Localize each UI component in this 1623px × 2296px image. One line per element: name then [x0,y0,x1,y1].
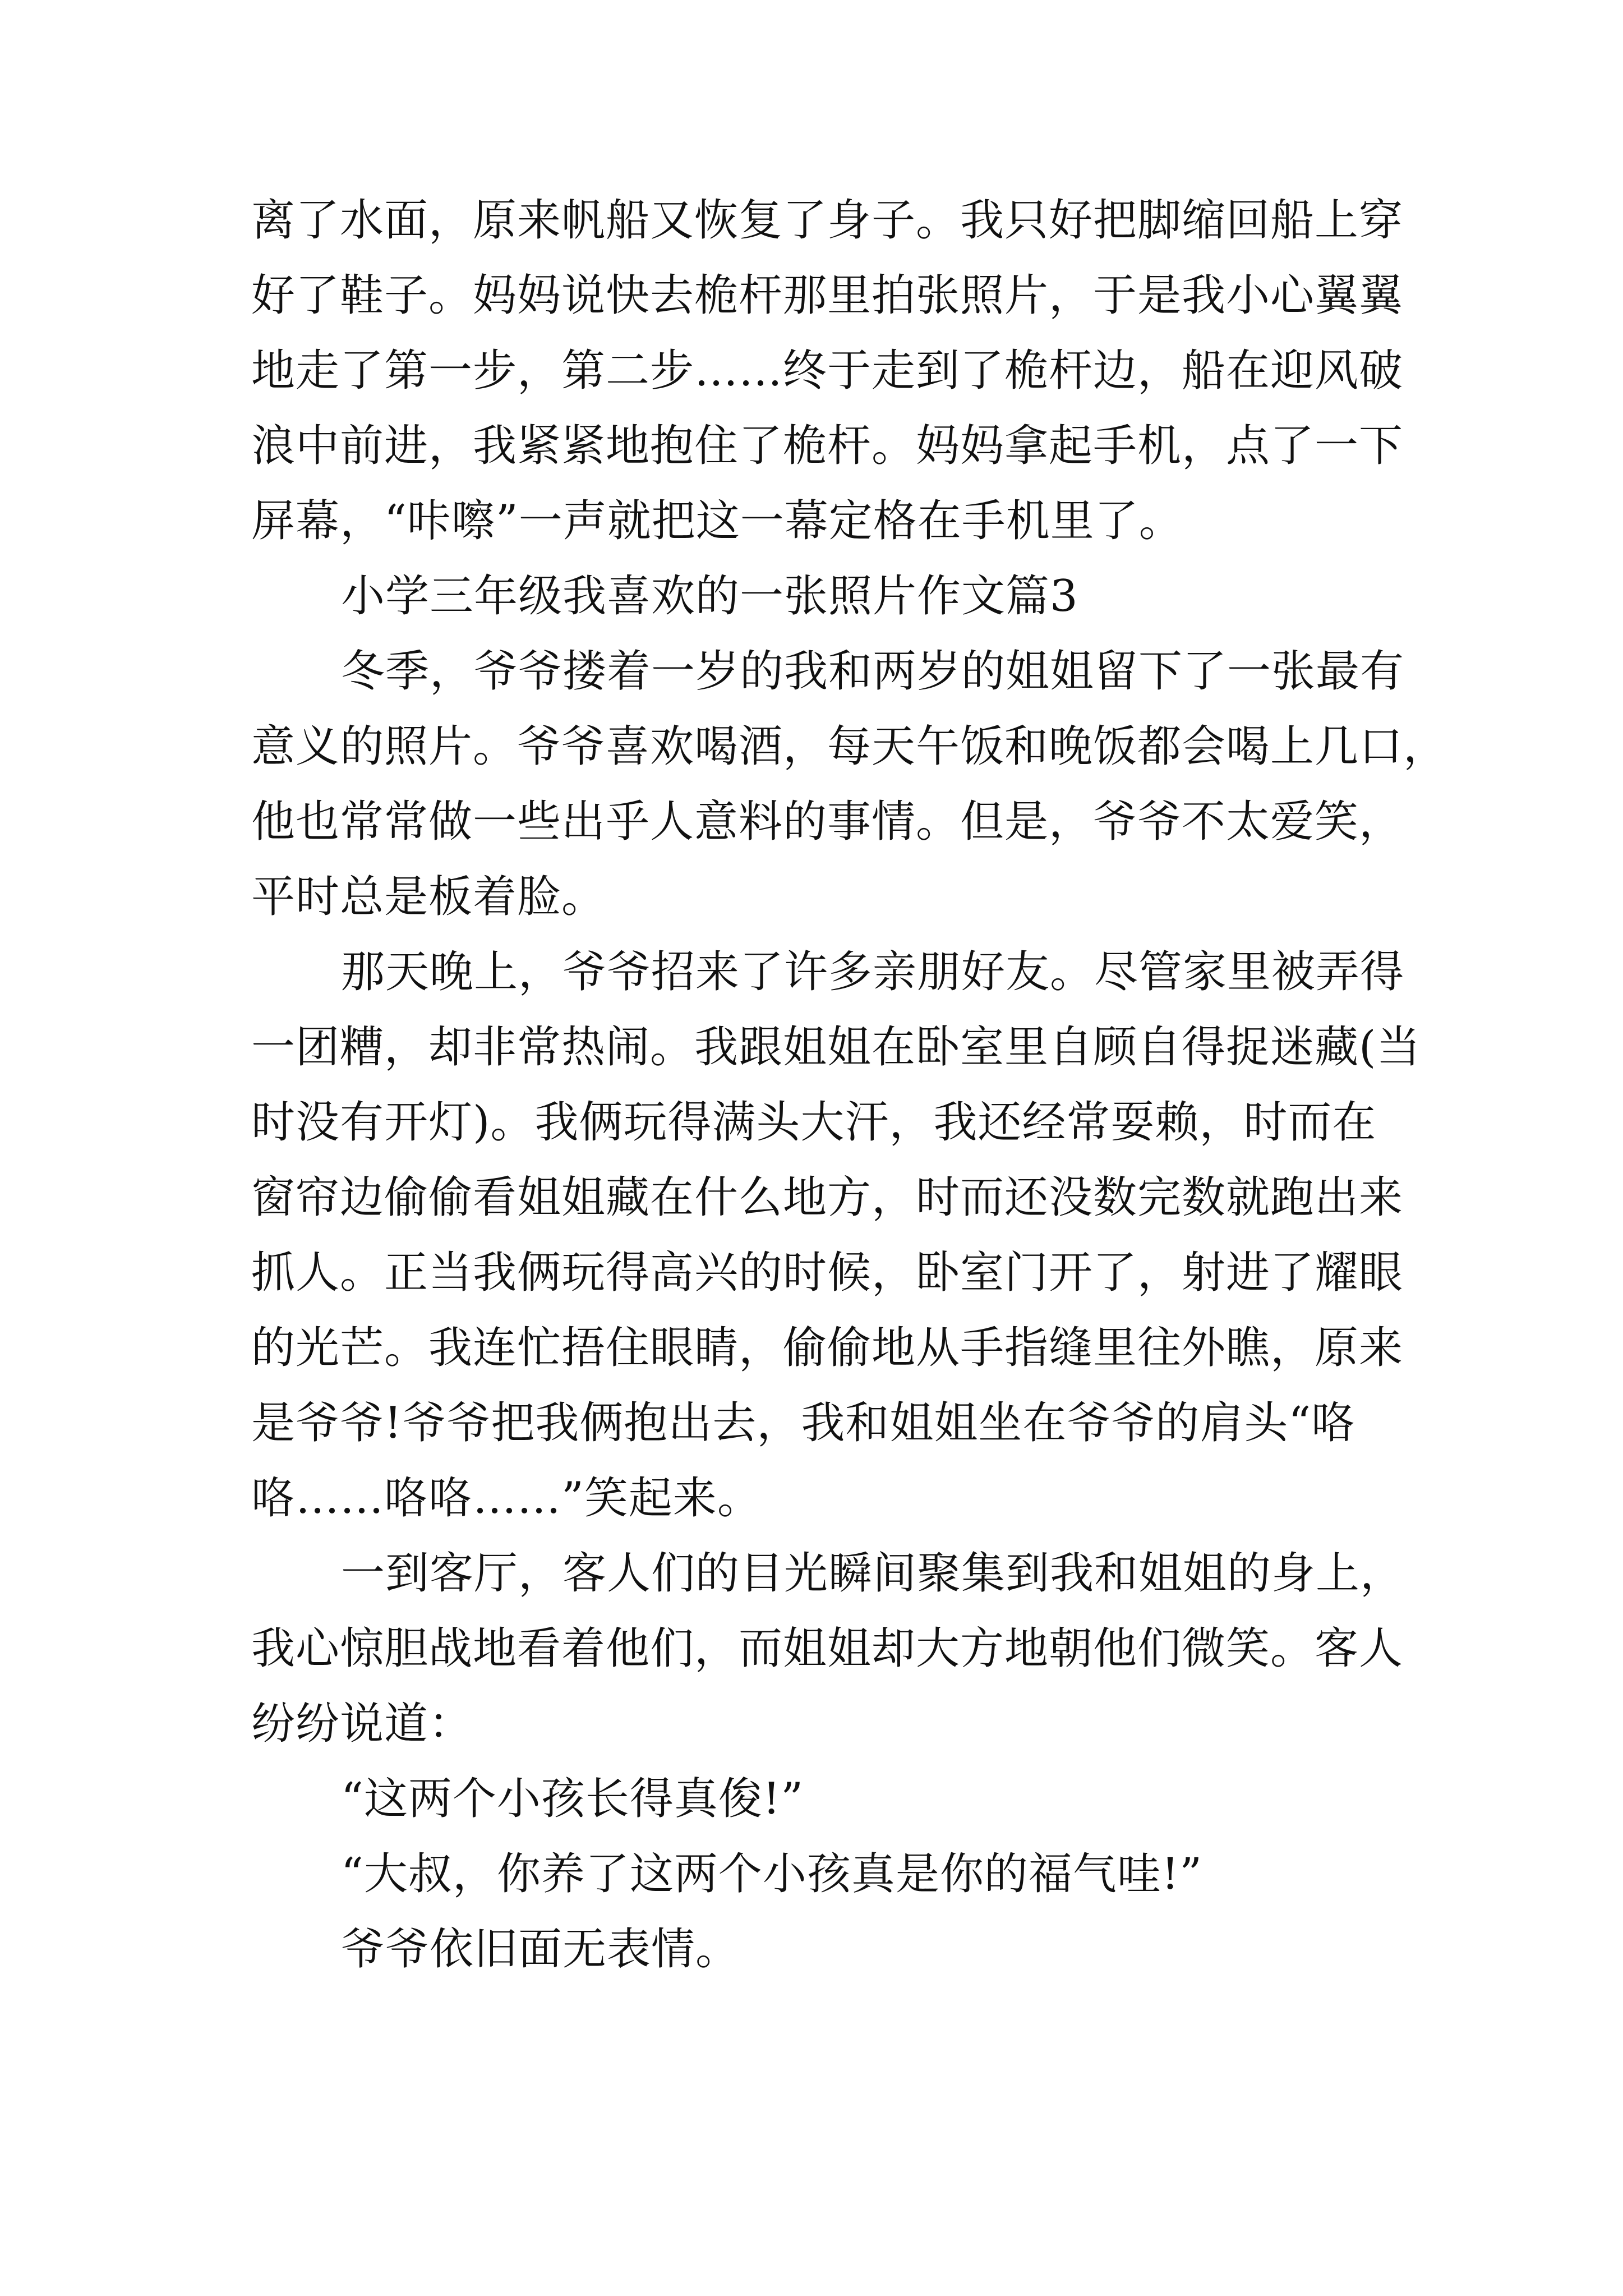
text-line: 屏幕，“咔嚓”一声就把这一幕定格在手机里了。 [251,496,1183,546]
text-line: 咯……咯咯……”笑起来。 [251,1473,762,1524]
text-line: 好了鞋子。妈妈说快去桅杆那里拍张照片，于是我小心翼翼 [251,270,1404,321]
text-line: 我心惊胆战地看着他们，而姐姐却大方地朝他们微笑。客人 [251,1623,1404,1674]
text-line: 浪中前进，我紧紧地抱住了桅杆。妈妈拿起手机，点了一下 [251,421,1404,471]
text-line: 时没有开灯)。我俩玩得满头大汗，我还经常耍赖，时而在 [251,1097,1377,1148]
section-heading: 小学三年级我喜欢的一张照片作文篇3 [341,571,1078,622]
text-line: 平时总是板着脸。 [251,872,606,922]
quote-line: “这两个小孩长得真俊!” [341,1774,804,1824]
text-line: 爷爷依旧面无表情。 [341,1924,740,1975]
text-line: 一到客厅，客人们的目光瞬间聚集到我和姐姐的身上， [341,1548,1405,1599]
text-line: 一团糟，却非常热闹。我跟姐姐在卧室里自顾自得捉迷藏(当 [251,1022,1421,1073]
text-line: 他也常常做一些出乎人意料的事情。但是，爷爷不太爱笑， [251,797,1404,847]
text-line: 窗帘边偷偷看姐姐藏在什么地方，时而还没数完数就跑出来 [251,1172,1404,1223]
text-line: 地走了第一步，第二步……终于走到了桅杆边，船在迎风破 [251,346,1404,396]
text-line: 那天晚上，爷爷招来了许多亲朋好友。尽管家里被弄得 [341,947,1405,997]
text-line: 是爷爷!爷爷把我俩抱出去，我和姐姐坐在爷爷的肩头“咯 [251,1398,1356,1448]
text-line: 的光芒。我连忙捂住眼睛，偷偷地从手指缝里往外瞧，原来 [251,1323,1404,1373]
text-line: 冬季，爷爷搂着一岁的我和两岁的姐姐留下了一张最有 [341,646,1405,697]
document-body [251,183,1448,1987]
text-line: 纷纷说道： [251,1699,473,1749]
text-line: 抓人。正当我俩玩得高兴的时候，卧室门开了，射进了耀眼 [251,1248,1404,1298]
text-line: 离了水面，原来帆船又恢复了身子。我只好把脚缩回船上穿 [251,195,1404,246]
quote-line: “大叔，你养了这两个小孩真是你的福气哇!” [341,1849,1203,1899]
text-line: 意义的照片。爷爷喜欢喝酒，每天午饭和晚饭都会喝上几口， [251,721,1448,772]
